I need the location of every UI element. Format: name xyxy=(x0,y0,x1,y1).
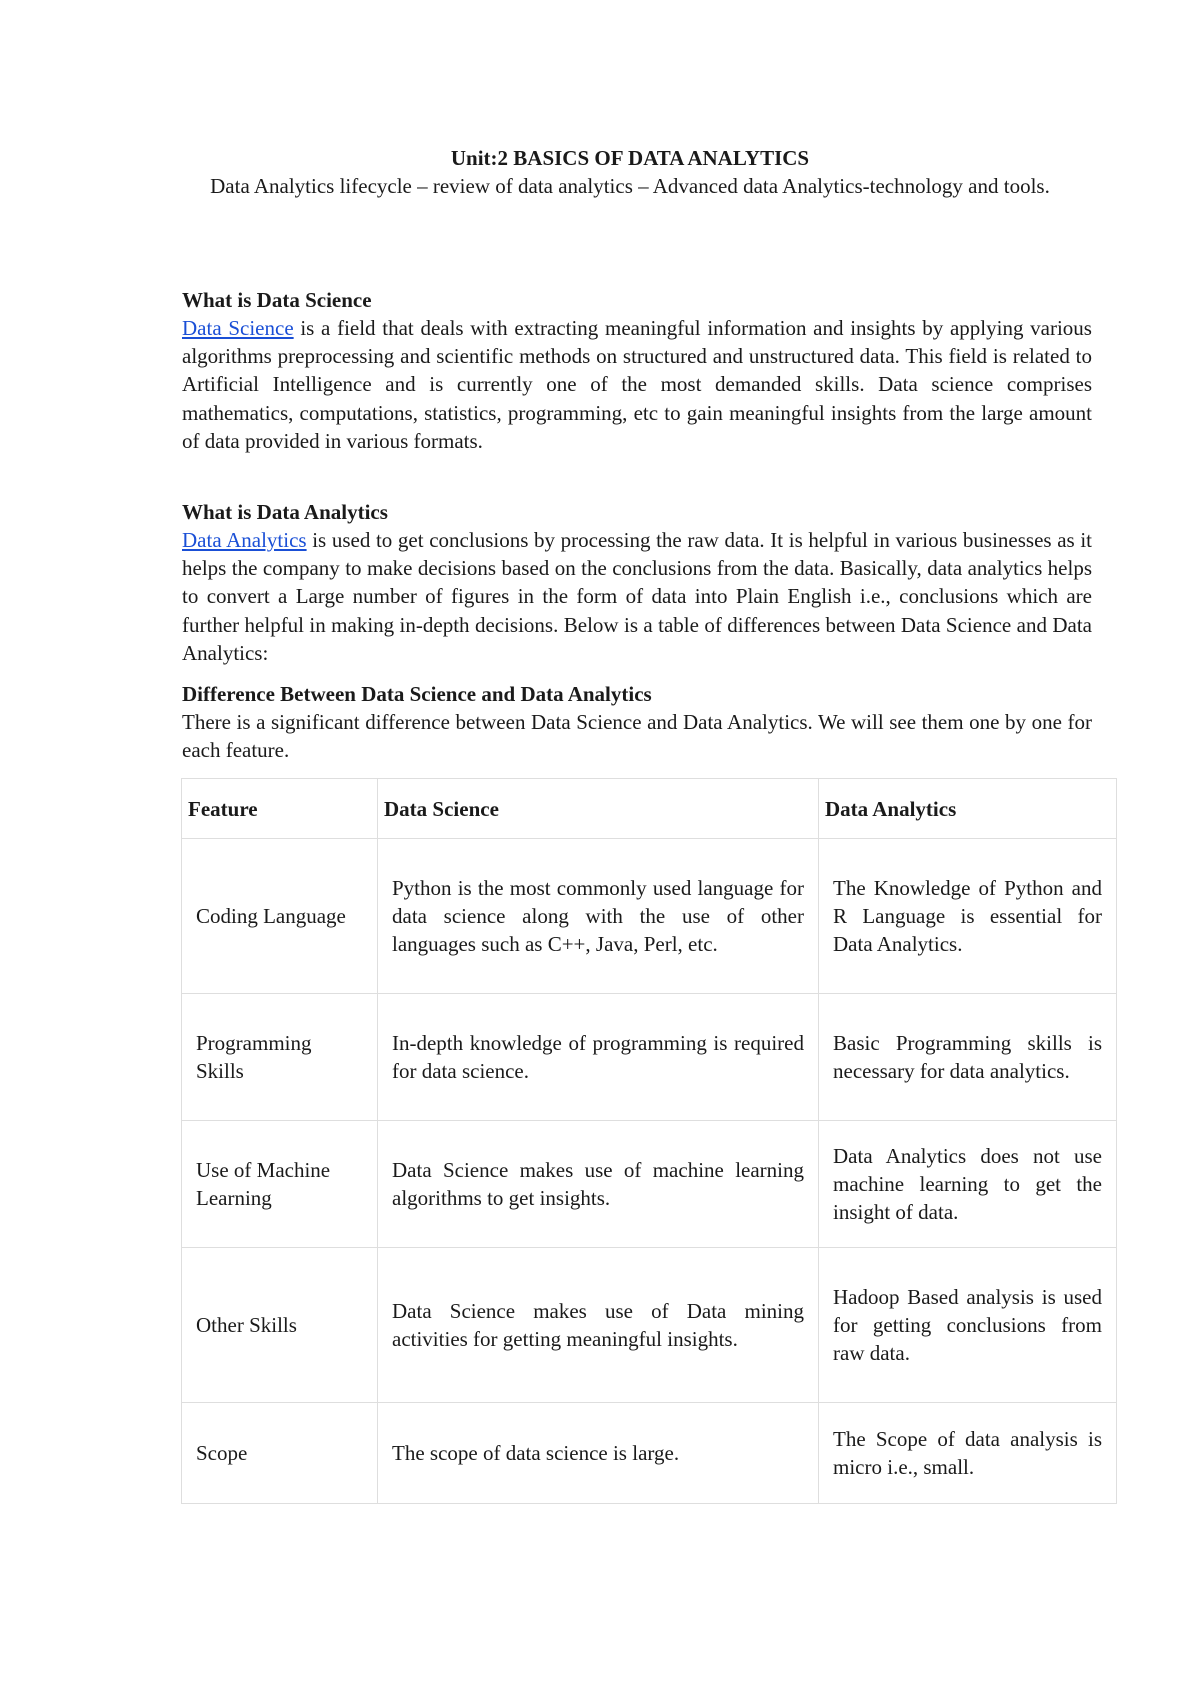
data-analytics-cell: The Scope of data analysis is micro i.e., small. xyxy=(819,1403,1117,1504)
table-row xyxy=(182,994,1117,1121)
section-difference xyxy=(182,680,1092,764)
section-paragraph xyxy=(182,526,1092,667)
section-data-analytics xyxy=(182,498,1092,667)
section-paragraph: There is a significant difference between Data Science and Data Analytics. We will see them one by one for each feature. xyxy=(182,710,1092,763)
section-data-science xyxy=(182,286,1092,455)
feature-cell: Programming Skills xyxy=(182,994,378,1121)
section-paragraph xyxy=(182,314,1092,455)
section-heading: What is Data Science xyxy=(182,288,372,312)
document-title: Unit:2 BASICS OF DATA ANALYTICS xyxy=(450,146,810,170)
data-science-cell: Data Science makes use of Data mining activities for getting meaningful insights. xyxy=(378,1248,819,1403)
data-analytics-cell: Basic Programming skills is necessary for data analytics. xyxy=(819,994,1117,1121)
comparison-table xyxy=(181,778,1117,1504)
data-analytics-cell: Hadoop Based analysis is used for getting conclusions from raw data. xyxy=(819,1248,1117,1403)
feature-cell: Scope xyxy=(182,1403,378,1504)
column-header-feature: Feature xyxy=(182,779,378,839)
data-science-link[interactable]: Data Science xyxy=(182,316,294,340)
data-science-cell: In-depth knowledge of programming is required for data science. xyxy=(378,994,819,1121)
feature-cell: Coding Language xyxy=(182,839,378,994)
paragraph-text: is used to get conclusions by processing the raw data. It is helpful in various businesses as it helps the company to make decisions based on the conclusions from the data. Basically, data analytics helps to convert a Large number of figures in the form of data into Plain English i.e., conclusions which are further helpful in making in-depth decisions. Below is a table of differences between Data Science and Data Analytics: xyxy=(182,528,1092,665)
feature-cell: Other Skills xyxy=(182,1248,378,1403)
feature-cell: Use of Machine Learning xyxy=(182,1121,378,1248)
table-header-row xyxy=(182,779,1117,839)
document-subtitle: Data Analytics lifecycle – review of data analytics – Advanced data Analytics-technology and tools. xyxy=(210,174,1050,198)
data-science-cell: The scope of data science is large. xyxy=(378,1403,819,1504)
table-row xyxy=(182,1403,1117,1504)
table-row xyxy=(182,1121,1117,1248)
table-row xyxy=(182,839,1117,994)
column-header-data-science: Data Science xyxy=(378,779,819,839)
column-header-data-analytics: Data Analytics xyxy=(819,779,1117,839)
section-heading: What is Data Analytics xyxy=(182,500,388,524)
table-row xyxy=(182,1248,1117,1403)
data-analytics-link[interactable]: Data Analytics xyxy=(182,528,307,552)
data-science-cell: Python is the most commonly used language for data science along with the use of other languages such as C++, Java, Perl, etc. xyxy=(378,839,819,994)
paragraph-text: is a field that deals with extracting meaningful information and insights by applying various algorithms preprocessing and scientific methods on structured and unstructured data. This field is related to Artificial Intelligence and is currently one of the most demanded skills. Data science comprises mathematics, computations, statistics, programming, etc to gain meaningful insights from the large amount of data provided in various formats. xyxy=(182,316,1092,453)
section-heading: Difference Between Data Science and Data Analytics xyxy=(182,682,652,706)
data-science-cell: Data Science makes use of machine learning algorithms to get insights. xyxy=(378,1121,819,1248)
data-analytics-cell: The Knowledge of Python and R Language is essential for Data Analytics. xyxy=(819,839,1117,994)
data-analytics-cell: Data Analytics does not use machine learning to get the insight of data. xyxy=(819,1121,1117,1248)
